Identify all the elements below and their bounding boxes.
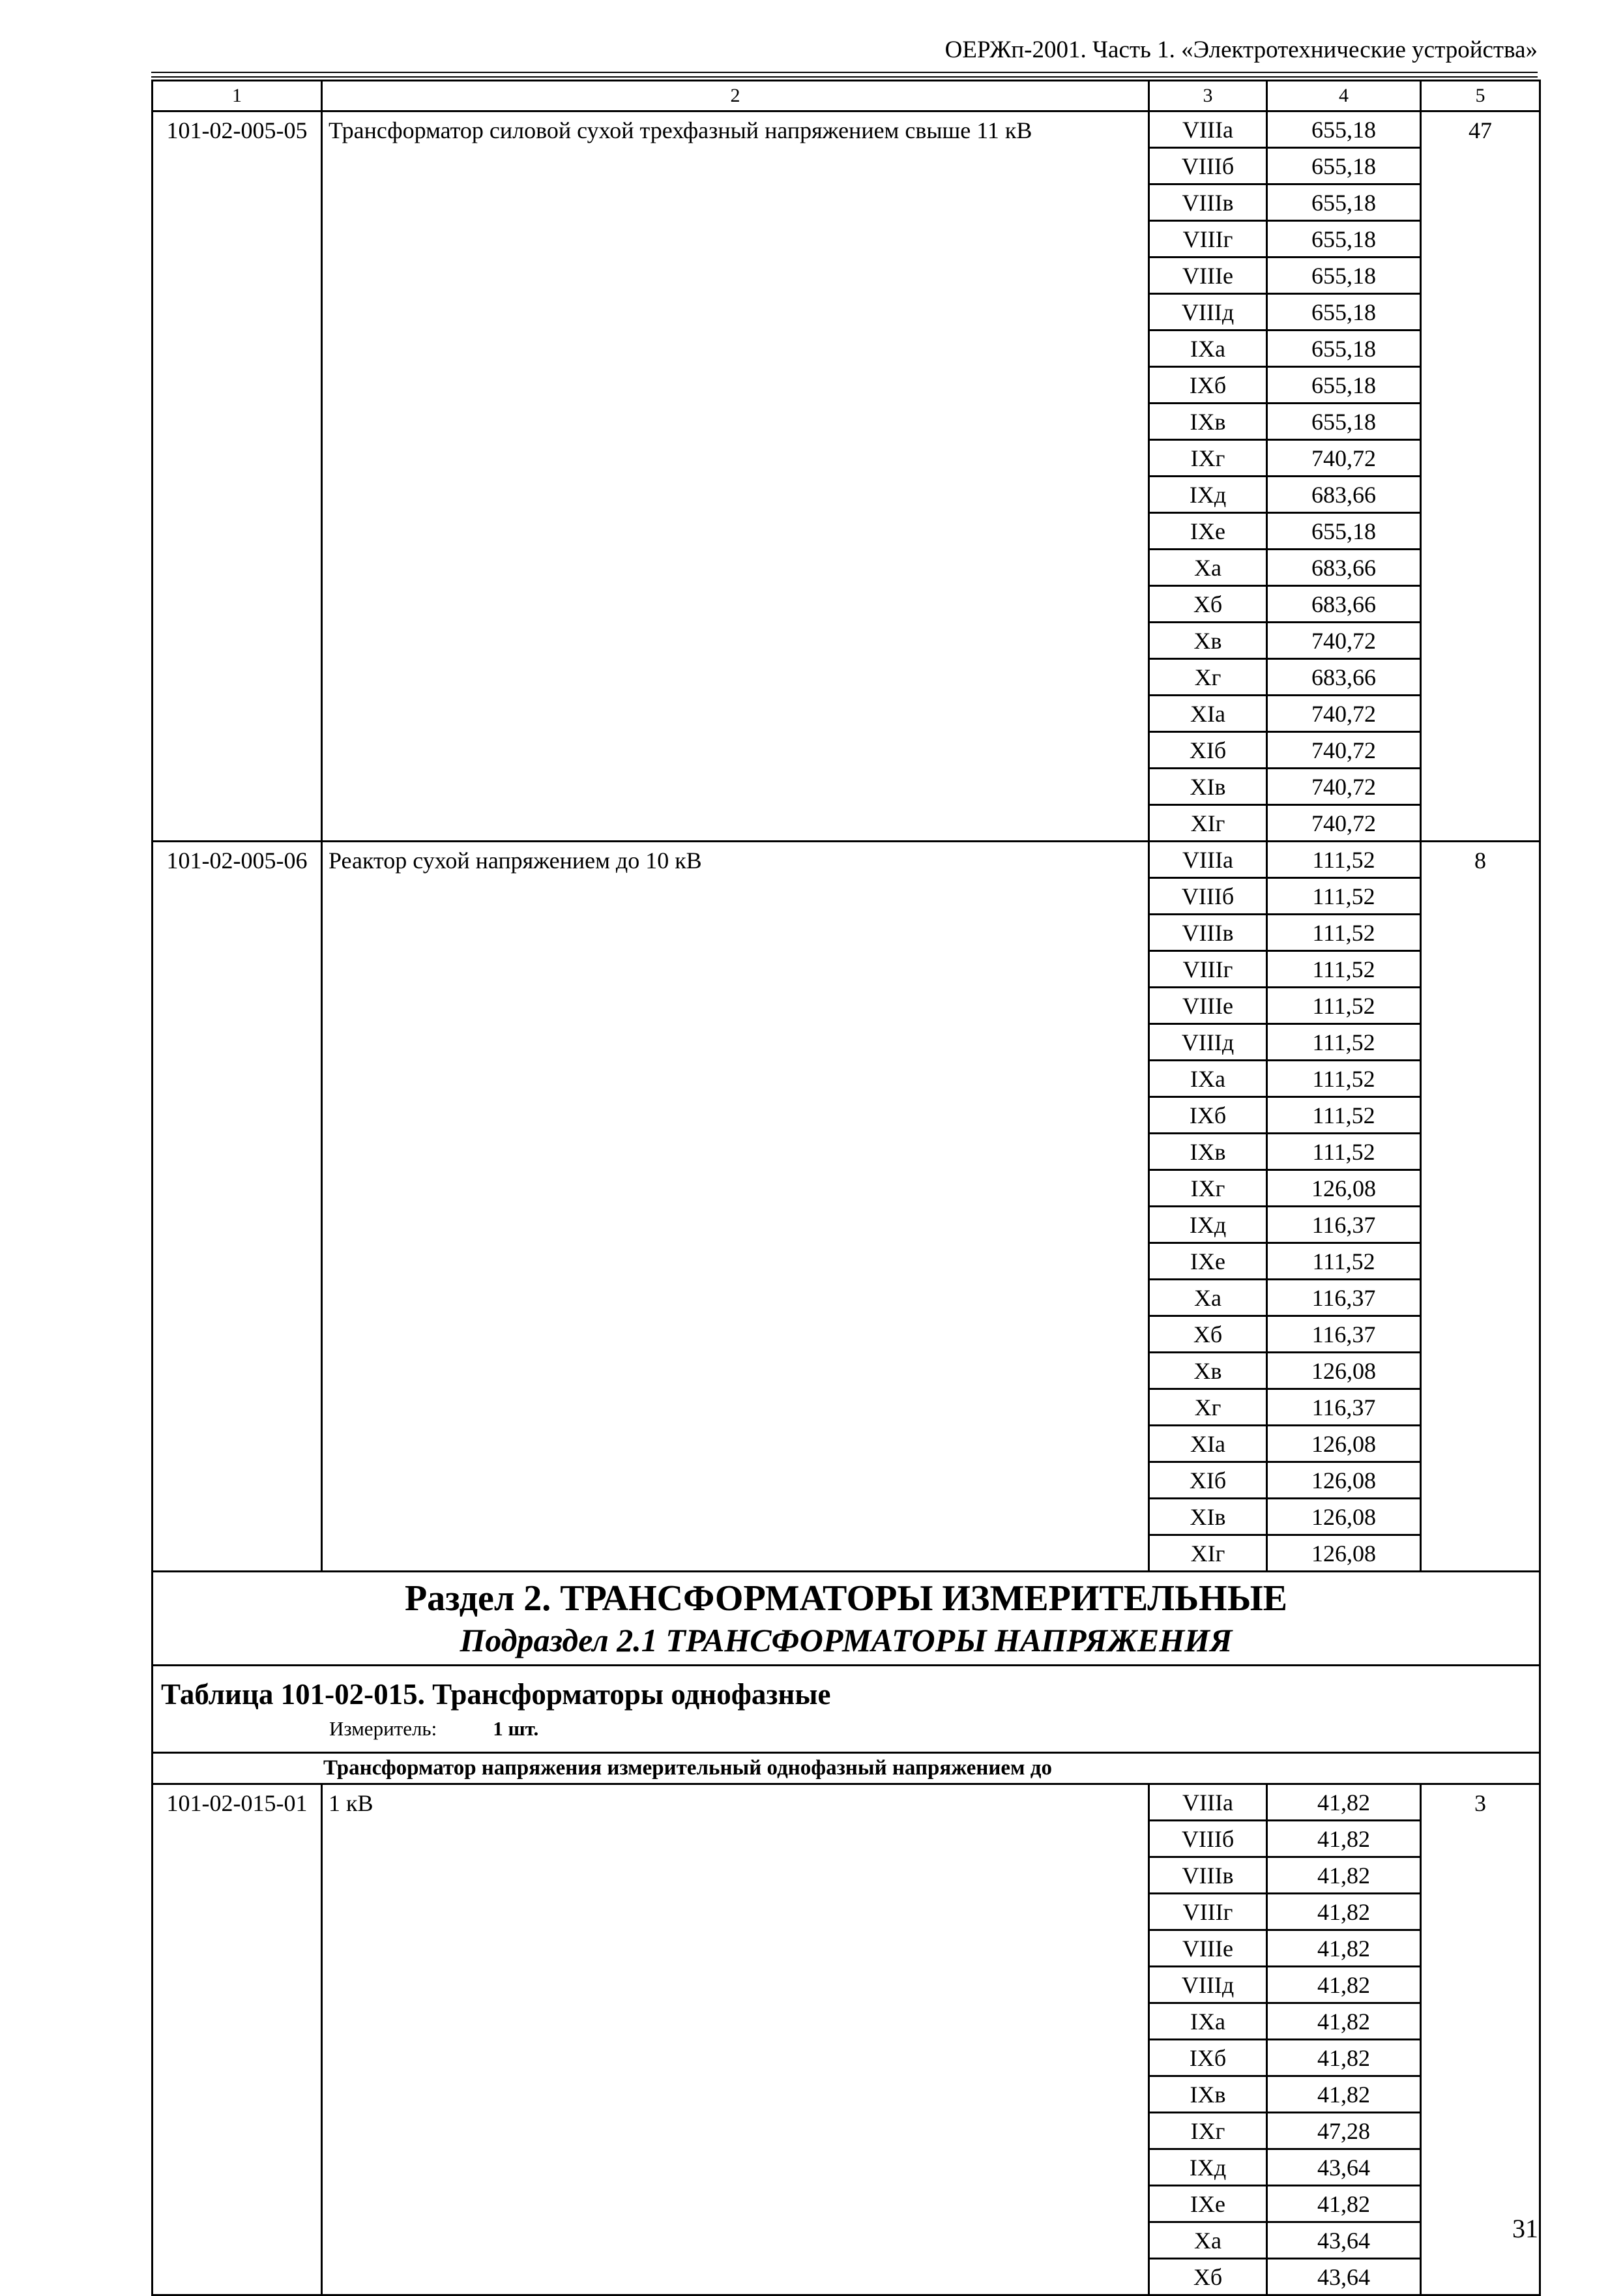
zone-cell: VIIIб bbox=[1149, 878, 1267, 915]
zone-cell: XIб bbox=[1149, 1462, 1267, 1499]
zone-cell: Xг bbox=[1149, 659, 1267, 696]
price-cell: 43,64 bbox=[1267, 2259, 1421, 2295]
price-cell: 43,64 bbox=[1267, 2222, 1421, 2259]
price-cell: 41,82 bbox=[1267, 2076, 1421, 2113]
price-cell: 655,18 bbox=[1267, 111, 1421, 148]
zone-cell: IXе bbox=[1149, 2186, 1267, 2222]
price-cell: 740,72 bbox=[1267, 623, 1421, 659]
price-cell: 111,52 bbox=[1267, 878, 1421, 915]
column-number-5: 5 bbox=[1421, 81, 1540, 111]
intro-cell bbox=[153, 1753, 1540, 1784]
price-cell: 41,82 bbox=[1267, 2040, 1421, 2076]
table-row bbox=[153, 842, 1540, 878]
item-code: 101-02-005-05 bbox=[153, 111, 322, 842]
price-cell: 41,82 bbox=[1267, 1894, 1421, 1930]
zone-cell: IXв bbox=[1149, 1134, 1267, 1170]
zone-cell: IXб bbox=[1149, 1097, 1267, 1134]
price-cell: 126,08 bbox=[1267, 1353, 1421, 1389]
column-number-1: 1 bbox=[153, 81, 322, 111]
table-row bbox=[153, 111, 1540, 148]
zone-cell: Xа bbox=[1149, 2222, 1267, 2259]
price-cell: 111,52 bbox=[1267, 915, 1421, 951]
price-cell: 47,28 bbox=[1267, 2113, 1421, 2149]
zone-cell: IXб bbox=[1149, 2040, 1267, 2076]
zone-cell: Xв bbox=[1149, 623, 1267, 659]
zone-cell: IXе bbox=[1149, 513, 1267, 550]
zone-cell: Xв bbox=[1149, 1353, 1267, 1389]
zone-cell: IXд bbox=[1149, 1207, 1267, 1243]
intro-text: Трансформатор напряжения измерительный однофазный напряжением до bbox=[323, 1756, 1052, 1780]
section-heading-cell bbox=[153, 1572, 1540, 1666]
column-number-3: 3 bbox=[1149, 81, 1267, 111]
price-cell: 683,66 bbox=[1267, 659, 1421, 696]
price-cell: 740,72 bbox=[1267, 805, 1421, 842]
table-row bbox=[153, 1784, 1540, 1821]
price-cell: 655,18 bbox=[1267, 148, 1421, 184]
column-number-4: 4 bbox=[1267, 81, 1421, 111]
zone-cell: IXг bbox=[1149, 2113, 1267, 2149]
price-cell: 655,18 bbox=[1267, 404, 1421, 440]
price-cell: 126,08 bbox=[1267, 1535, 1421, 1572]
price-cell: 111,52 bbox=[1267, 842, 1421, 878]
zone-cell: VIIIа bbox=[1149, 842, 1267, 878]
zone-cell: IXв bbox=[1149, 404, 1267, 440]
subtable-title: Таблица 101-02-015. Трансформаторы однофазные bbox=[161, 1678, 831, 1711]
zone-cell: XIв bbox=[1149, 769, 1267, 805]
price-cell: 111,52 bbox=[1267, 1134, 1421, 1170]
zone-cell: VIIIа bbox=[1149, 1784, 1267, 1821]
price-cell: 655,18 bbox=[1267, 331, 1421, 367]
price-cell: 41,82 bbox=[1267, 2186, 1421, 2222]
zone-cell: IXа bbox=[1149, 331, 1267, 367]
measure-value: 1 шт. bbox=[493, 1717, 539, 1740]
zone-cell: VIIIд bbox=[1149, 294, 1267, 331]
zone-cell: XIг bbox=[1149, 805, 1267, 842]
column-number-row bbox=[153, 81, 1540, 111]
price-cell: 41,82 bbox=[1267, 1967, 1421, 2003]
zone-cell: XIг bbox=[1149, 1535, 1267, 1572]
price-cell: 111,52 bbox=[1267, 988, 1421, 1024]
zone-cell: XIа bbox=[1149, 696, 1267, 732]
subtable-heading-cell bbox=[153, 1666, 1540, 1753]
page-number: 31 bbox=[1512, 2214, 1538, 2243]
price-cell: 655,18 bbox=[1267, 294, 1421, 331]
zone-cell: IXг bbox=[1149, 440, 1267, 477]
measure-label: Измеритель: bbox=[329, 1717, 437, 1740]
zone-cell: VIIIв bbox=[1149, 1857, 1267, 1894]
price-cell: 126,08 bbox=[1267, 1170, 1421, 1207]
price-cell: 41,82 bbox=[1267, 1857, 1421, 1894]
price-cell: 683,66 bbox=[1267, 550, 1421, 586]
zone-cell: VIIIв bbox=[1149, 915, 1267, 951]
column5-value: 8 bbox=[1421, 842, 1540, 1572]
item-description: 1 кВ bbox=[322, 1784, 1149, 2295]
column5-value: 3 bbox=[1421, 1784, 1540, 2295]
zone-cell: IXа bbox=[1149, 2003, 1267, 2040]
price-table bbox=[151, 80, 1541, 2296]
zone-cell: Xа bbox=[1149, 550, 1267, 586]
subtable-heading-row bbox=[153, 1666, 1540, 1753]
price-cell: 655,18 bbox=[1267, 184, 1421, 221]
zone-cell: XIа bbox=[1149, 1426, 1267, 1462]
price-cell: 41,82 bbox=[1267, 1784, 1421, 1821]
zone-cell: Xг bbox=[1149, 1389, 1267, 1426]
price-cell: 126,08 bbox=[1267, 1462, 1421, 1499]
zone-cell: VIIIг bbox=[1149, 951, 1267, 988]
zone-cell: VIIIг bbox=[1149, 1894, 1267, 1930]
zone-cell: Xб bbox=[1149, 2259, 1267, 2295]
zone-cell: VIIIа bbox=[1149, 111, 1267, 148]
zone-cell: VIIIг bbox=[1149, 221, 1267, 258]
zone-cell: XIб bbox=[1149, 732, 1267, 769]
price-cell: 41,82 bbox=[1267, 1930, 1421, 1967]
zone-cell: Xа bbox=[1149, 1280, 1267, 1316]
price-cell: 111,52 bbox=[1267, 1243, 1421, 1280]
price-cell: 683,66 bbox=[1267, 586, 1421, 623]
zone-cell: VIIIе bbox=[1149, 1930, 1267, 1967]
zone-cell: IXа bbox=[1149, 1061, 1267, 1097]
intro-row bbox=[153, 1753, 1540, 1784]
price-cell: 111,52 bbox=[1267, 951, 1421, 988]
zone-cell: VIIIе bbox=[1149, 988, 1267, 1024]
running-header: ОЕРЖп-2001. Часть 1. «Электротехнические устройства» bbox=[944, 37, 1538, 63]
zone-cell: IXв bbox=[1149, 2076, 1267, 2113]
zone-cell: IXд bbox=[1149, 477, 1267, 513]
zone-cell: VIIIд bbox=[1149, 1024, 1267, 1061]
item-description: Трансформатор силовой сухой трехфазный напряжением свыше 11 кВ bbox=[322, 111, 1149, 842]
section-row bbox=[153, 1572, 1540, 1666]
price-cell: 740,72 bbox=[1267, 732, 1421, 769]
column5-value: 47 bbox=[1421, 111, 1540, 842]
price-cell: 126,08 bbox=[1267, 1426, 1421, 1462]
header-rule-double bbox=[151, 76, 1538, 78]
price-cell: 740,72 bbox=[1267, 696, 1421, 732]
zone-cell: XIв bbox=[1149, 1499, 1267, 1535]
price-cell: 111,52 bbox=[1267, 1061, 1421, 1097]
item-description: Реактор сухой напряжением до 10 кВ bbox=[322, 842, 1149, 1572]
price-cell: 116,37 bbox=[1267, 1207, 1421, 1243]
zone-cell: IXе bbox=[1149, 1243, 1267, 1280]
zone-cell: VIIIб bbox=[1149, 148, 1267, 184]
zone-cell: IXб bbox=[1149, 367, 1267, 404]
price-cell: 116,37 bbox=[1267, 1389, 1421, 1426]
zone-cell: IXг bbox=[1149, 1170, 1267, 1207]
zone-cell: VIIIд bbox=[1149, 1967, 1267, 2003]
price-cell: 740,72 bbox=[1267, 769, 1421, 805]
section-title: Раздел 2. ТРАНСФОРМАТОРЫ ИЗМЕРИТЕЛЬНЫЕ bbox=[404, 1578, 1288, 1619]
price-cell: 655,18 bbox=[1267, 221, 1421, 258]
zone-cell: Xб bbox=[1149, 586, 1267, 623]
price-cell: 116,37 bbox=[1267, 1316, 1421, 1353]
price-cell: 655,18 bbox=[1267, 513, 1421, 550]
item-code: 101-02-005-06 bbox=[153, 842, 322, 1572]
zone-cell: VIIIе bbox=[1149, 258, 1267, 294]
price-cell: 41,82 bbox=[1267, 1821, 1421, 1857]
zone-cell: VIIIб bbox=[1149, 1821, 1267, 1857]
price-cell: 683,66 bbox=[1267, 477, 1421, 513]
price-cell: 111,52 bbox=[1267, 1097, 1421, 1134]
price-cell: 740,72 bbox=[1267, 440, 1421, 477]
zone-cell: VIIIв bbox=[1149, 184, 1267, 221]
price-cell: 116,37 bbox=[1267, 1280, 1421, 1316]
price-cell: 655,18 bbox=[1267, 258, 1421, 294]
zone-cell: IXд bbox=[1149, 2149, 1267, 2186]
price-cell: 41,82 bbox=[1267, 2003, 1421, 2040]
price-cell: 126,08 bbox=[1267, 1499, 1421, 1535]
price-cell: 655,18 bbox=[1267, 367, 1421, 404]
price-cell: 43,64 bbox=[1267, 2149, 1421, 2186]
item-code: 101-02-015-01 bbox=[153, 1784, 322, 2295]
price-cell: 111,52 bbox=[1267, 1024, 1421, 1061]
subsection-title: Подраздел 2.1 ТРАНСФОРМАТОРЫ НАПРЯЖЕНИЯ bbox=[460, 1621, 1233, 1658]
column-number-2: 2 bbox=[322, 81, 1149, 111]
zone-cell: Xб bbox=[1149, 1316, 1267, 1353]
header-rule bbox=[151, 72, 1538, 73]
measure-line bbox=[161, 1718, 1539, 1739]
